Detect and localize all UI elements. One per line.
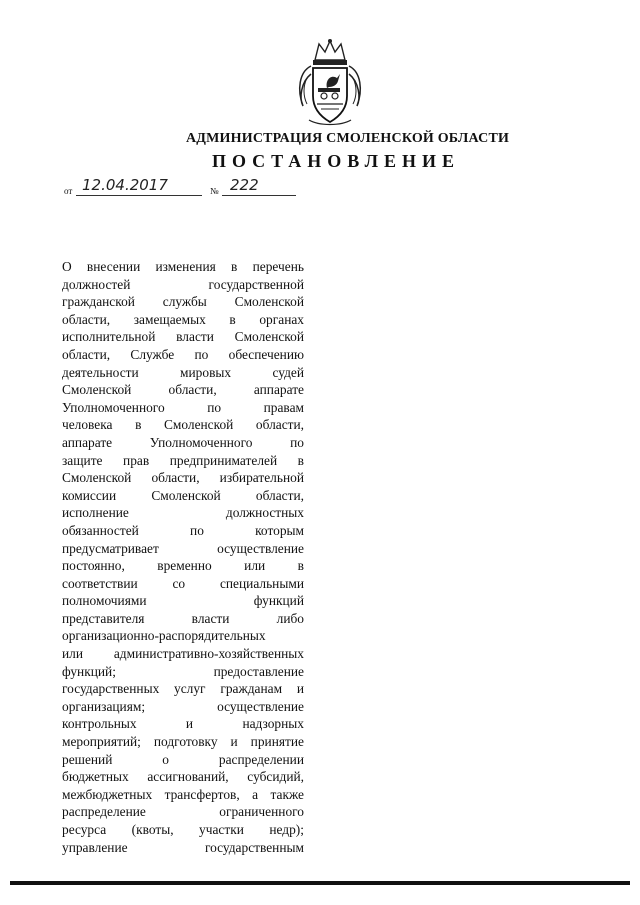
- title-line: контрольных и надзорных: [62, 716, 304, 732]
- title-line: организационно-распорядительных: [62, 628, 266, 644]
- date-number-line: [64, 172, 324, 200]
- title-line: межбюджетных трансфертов, а также: [62, 786, 304, 802]
- title-line: управление государственным: [62, 839, 304, 855]
- number-underline: [222, 195, 296, 196]
- title-line: обязанностей по которым: [62, 522, 304, 538]
- title-line: Смоленской области, избирательной: [62, 470, 304, 486]
- title-line: государственных услуг гражданам и: [62, 681, 304, 697]
- title-line: функций; предоставление: [62, 663, 304, 679]
- title-line: исполнение должностных: [62, 505, 304, 521]
- handwritten-number: 222: [230, 176, 259, 194]
- agency-name: АДМИНИСТРАЦИЯ СМОЛЕНСКОЙ ОБЛАСТИ: [186, 131, 510, 146]
- title-line: исполнительной власти Смоленской: [62, 329, 304, 345]
- smolensk-coat-of-arms-icon: [291, 38, 369, 128]
- title-line: распределение ограниченного: [62, 804, 304, 820]
- title-line: О внесении изменения в перечень: [62, 259, 304, 274]
- title-line: защите прав предпринимателей в: [62, 452, 304, 468]
- title-line: должностей государственной: [62, 276, 304, 292]
- title-line: человека в Смоленской области,: [62, 417, 304, 433]
- title-line: решений о распределении: [62, 751, 304, 767]
- title-line: комиссии Смоленской области,: [62, 487, 304, 503]
- document-title-block: [62, 258, 304, 856]
- number-prefix: №: [210, 186, 219, 196]
- title-line: полномочиями функций: [62, 593, 304, 609]
- date-prefix: от: [64, 186, 73, 196]
- title-line: аппарате Уполномоченного по: [62, 434, 304, 450]
- title-line: постоянно, временно или в: [62, 558, 304, 574]
- title-line: области, замещаемых в органах: [62, 311, 304, 327]
- title-line: Уполномоченного по правам: [62, 399, 304, 415]
- title-line: Смоленской области, аппарате: [62, 382, 304, 398]
- date-underline: [76, 195, 202, 196]
- title-line: деятельности мировых судей: [62, 364, 304, 380]
- title-line: предусматривает осуществление: [62, 540, 304, 556]
- title-line: представителя власти либо: [62, 610, 304, 626]
- title-line: гражданской службы Смоленской: [62, 294, 304, 310]
- title-line: или административно-хозяйственных: [62, 646, 304, 662]
- title-line: области, Службе по обеспечению: [62, 346, 304, 362]
- title-line: бюджетных ассигнований, субсидий,: [62, 769, 304, 785]
- title-line: ресурса (квоты, участки недр);: [62, 822, 304, 837]
- handwritten-date: 12.04.2017: [82, 176, 168, 194]
- title-line: мероприятий; подготовку и принятие: [62, 734, 304, 750]
- title-line: соответствии со специальными: [62, 575, 304, 591]
- page-bottom-rule: [10, 881, 630, 885]
- title-line: организациям; осуществление: [62, 698, 304, 714]
- document-type-title: ПОСТАНОВЛЕНИЕ: [211, 151, 461, 171]
